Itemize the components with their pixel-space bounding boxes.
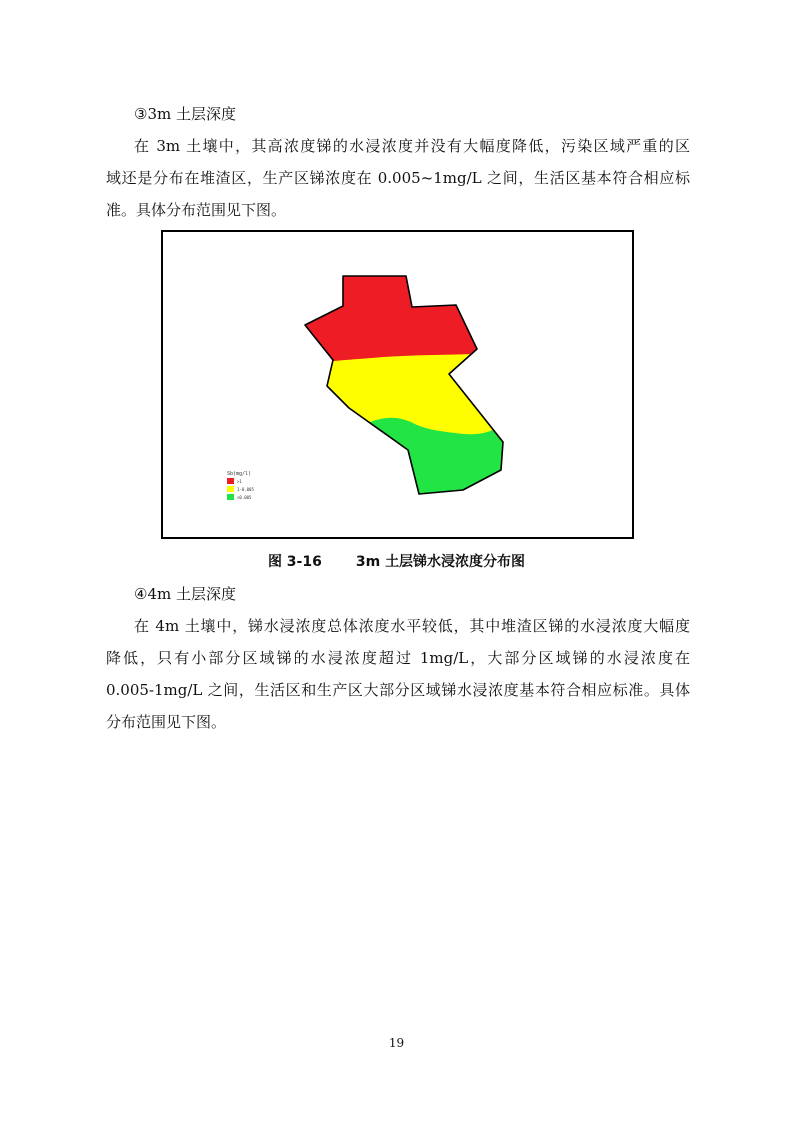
section-4m-line-1: 在 4m 土壤中，锑水浸浓度总体浓度水平较低，其中堆渣区锑的水浸浓度大幅度 <box>134 617 690 635</box>
section-3m-line-1: 在 3m 土壤中，其高浓度锑的水浸浓度并没有大幅度降低，污染区域严重的区 <box>134 137 690 155</box>
section-4m-line-4: 分布范围见下图。 <box>106 713 227 731</box>
section-3m-line-3: 准。具体分布范围见下图。 <box>106 201 287 219</box>
legend-label-mid: 1-0.005 <box>237 487 254 492</box>
section-3m-line-2: 域还是分布在堆渣区，生产区锑浓度在 0.005~1mg/L 之间，生活区基本符合相应标 <box>106 169 690 187</box>
legend-label-high: >1 <box>237 479 242 484</box>
legend-swatch-red <box>227 478 234 484</box>
map-legend <box>227 471 254 500</box>
concentration-map <box>163 232 632 537</box>
legend-swatch-yellow <box>227 486 234 492</box>
legend-swatch-green <box>227 494 234 500</box>
red-zone <box>283 262 523 362</box>
figure-caption-text: 3m 土层锑水浸浓度分布图 <box>355 554 526 570</box>
section-heading-4m: ④4m 土层深度 <box>134 585 236 603</box>
section-heading-3m: ③3m 土层深度 <box>134 105 236 123</box>
legend-title: Sb(mg/l) <box>227 471 252 477</box>
section-4m-line-2: 降低，只有小部分区域锑的水浸浓度超过 1mg/L，大部分区域锑的水浸浓度在 <box>106 649 690 667</box>
figure-caption-number: 图 3-16 <box>267 554 322 570</box>
page-number: 19 <box>388 1036 405 1050</box>
figure-caption <box>0 551 793 571</box>
legend-label-low: <0.005 <box>237 495 252 500</box>
figure-frame <box>161 230 634 539</box>
section-4m-line-3: 0.005-1mg/L 之间，生活区和生产区大部分区域锑水浸浓度基本符合相应标准。具体 <box>106 681 690 699</box>
